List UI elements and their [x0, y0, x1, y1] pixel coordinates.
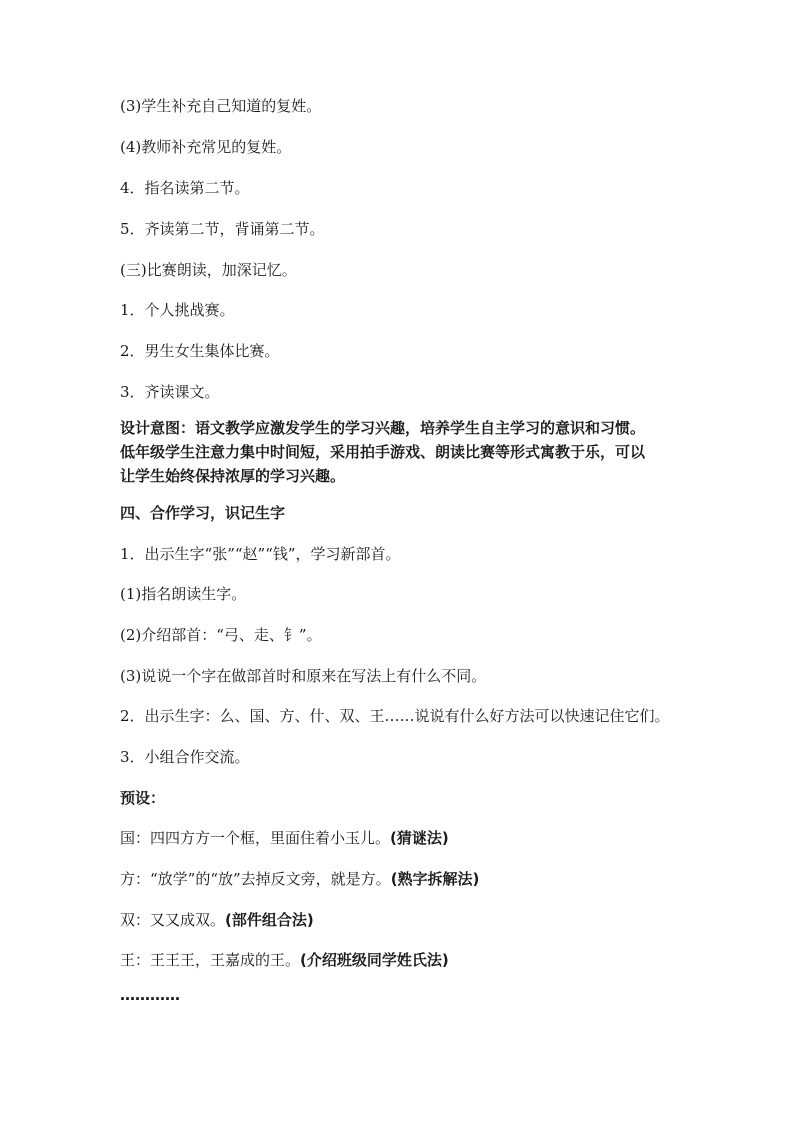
example-text: 方：“放学”的“放”去掉反文旁，就是方。 — [120, 870, 391, 888]
text-line: (3)说说一个字在做部首时和原来在写法上有什么不同。 — [120, 667, 487, 685]
design-intent-paragraph — [120, 416, 690, 488]
text-line: 4．指名读第二节。 — [120, 179, 250, 197]
text-line: (1)指名朗读生字。 — [120, 585, 247, 603]
text-line: (2)介绍部首：“弓、走、钅”。 — [120, 626, 322, 644]
design-intent-line: 让学生始终保持浓厚的学习兴趣。 — [120, 467, 346, 485]
example-line — [120, 909, 690, 931]
text-line: (4)教师补充常见的复姓。 — [120, 138, 292, 156]
example-text: 双：又又成双。 — [120, 911, 226, 929]
method-tag: (猜谜法) — [390, 829, 449, 847]
section-heading: 四、合作学习，识记生字 — [120, 504, 286, 522]
example-line — [120, 827, 690, 849]
method-tag: (熟字拆解法) — [390, 870, 480, 888]
text-line: (三)比赛朗读，加深记忆。 — [120, 261, 297, 279]
example-line — [120, 949, 690, 971]
preset-label: 预设： — [120, 789, 166, 807]
text-line: 1．出示生字“张”“赵”“钱”，学习新部首。 — [120, 545, 401, 563]
text-line: 5．齐读第二节，背诵第二节。 — [120, 220, 325, 238]
text-line: 2．男生女生集体比赛。 — [120, 342, 280, 360]
text-line: (3)学生补充自己知道的复姓。 — [120, 97, 322, 115]
text-line: 1．个人挑战赛。 — [120, 301, 235, 319]
text-line: 2．出示生字：么、国、方、什、双、王……说说有什么好方法可以快速记住它们。 — [120, 707, 670, 725]
method-tag: (部件组合法) — [225, 911, 314, 929]
text-line: 3．小组合作交流。 — [120, 748, 250, 766]
example-text: 王：王王王，王嘉成的王。 — [120, 951, 301, 969]
text-line: 3．齐读课文。 — [120, 383, 220, 401]
example-line — [120, 868, 690, 890]
example-text: 国：四四方方一个框，里面住着小玉儿。 — [120, 829, 391, 847]
design-intent-line: 设计意图：语文教学应激发学生的学习兴趣，培养学生自主学习的意识和习惯。 — [120, 419, 646, 437]
ellipsis: ………… — [120, 986, 180, 1004]
method-tag: (介绍班级同学姓氏法) — [300, 951, 449, 969]
design-intent-line: 低年级学生注意力集中时间短，采用拍手游戏、朗读比赛等形式寓教于乐，可以 — [120, 443, 646, 461]
